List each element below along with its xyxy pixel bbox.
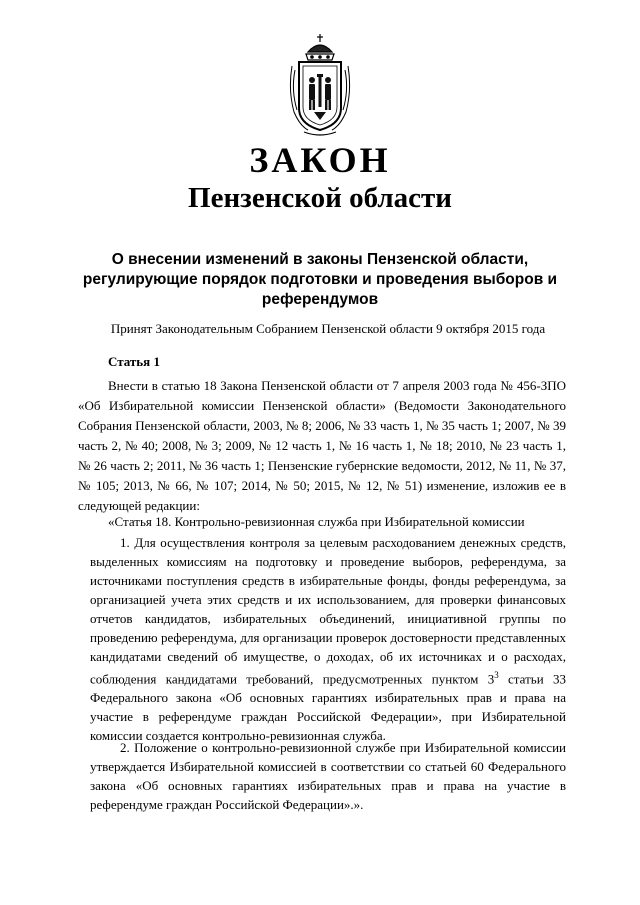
coat-of-arms-emblem (286, 30, 354, 138)
law-heading: О внесении изменений в законы Пензенской области, регулирующие порядок подготовки и проведения выборов и референдумов (82, 251, 558, 308)
region-title: Пензенской области (188, 182, 452, 214)
crown-icon (306, 34, 334, 60)
item-1-text-end: статьи 33 Федерального закона «Об основных гарантиях избирательных прав и права на участие в референдуме граждан Российской Федерации», при Избирательной комиссии создается контрольно-ревизионная служба. (90, 671, 566, 744)
item-1-text-start: 1. Для осуществления контроля за целевым расходованием денежных средств, выделенных комиссиям на подготовку и проведение выборов, референдума, за источниками поступления средств в избирательные фонды, фонды референдума, за организацией учета этих средств и их использованием, для проверки финансовых отчетов кандидатов, избирательных объединений, инициативной группы по проведению референдума, для организации проверок достоверности представленных кандидатами сведений об имуществе, о доходах, об их источниках и о расходах, соблюдения кандидатами требований, предусмотренных пунктом 3 (90, 535, 566, 687)
item-1-superscript: 3 (494, 670, 499, 680)
article-item-1 (90, 533, 566, 745)
adoption-line: Принят Законодательным Собранием Пензенской области 9 октября 2015 года (110, 321, 546, 336)
article-label: Статья 1 (108, 354, 160, 369)
article-intro-paragraph: Внести в статью 18 Закона Пензенской области от 7 апреля 2003 года № 456-ЗПО «Об Избирательной комиссии Пензенской области» (Ведомости Законодательного Собрания Пензенской области, 2003, № 8; 2006, № 33 часть 1, № 35 часть 1; 2007, № 39 часть 2, № 40; 2008, № 3; 2009, № 12 часть 1, № 16 часть 1, № 18; 2010, № 23 часть 1, № 26 часть 2; 2011, № 36 часть 1; Пензенские губернские ведомости, 2012, № 11, № 37, № 105; 2013, № 66, № 107; 2014, № 50; 2015, № 12, № 51) изменение, изложив ее в следующей редакции: (78, 378, 566, 513)
law-type-title: ЗАКОН (249, 140, 391, 180)
article-item-2: 2. Положение о контрольно-ревизионной службе при Избирательной комиссии утверждается Избирательной комиссией в соответствии со статьей 60 Федерального закона «Об основных гарантиях избирательных прав и права на участие в референдуме граждан Российской Федерации».». (90, 740, 566, 812)
shield-icon (299, 62, 341, 130)
new-article-title: «Статья 18. Контрольно-ревизионная служба при Избирательной комиссии (108, 514, 525, 529)
